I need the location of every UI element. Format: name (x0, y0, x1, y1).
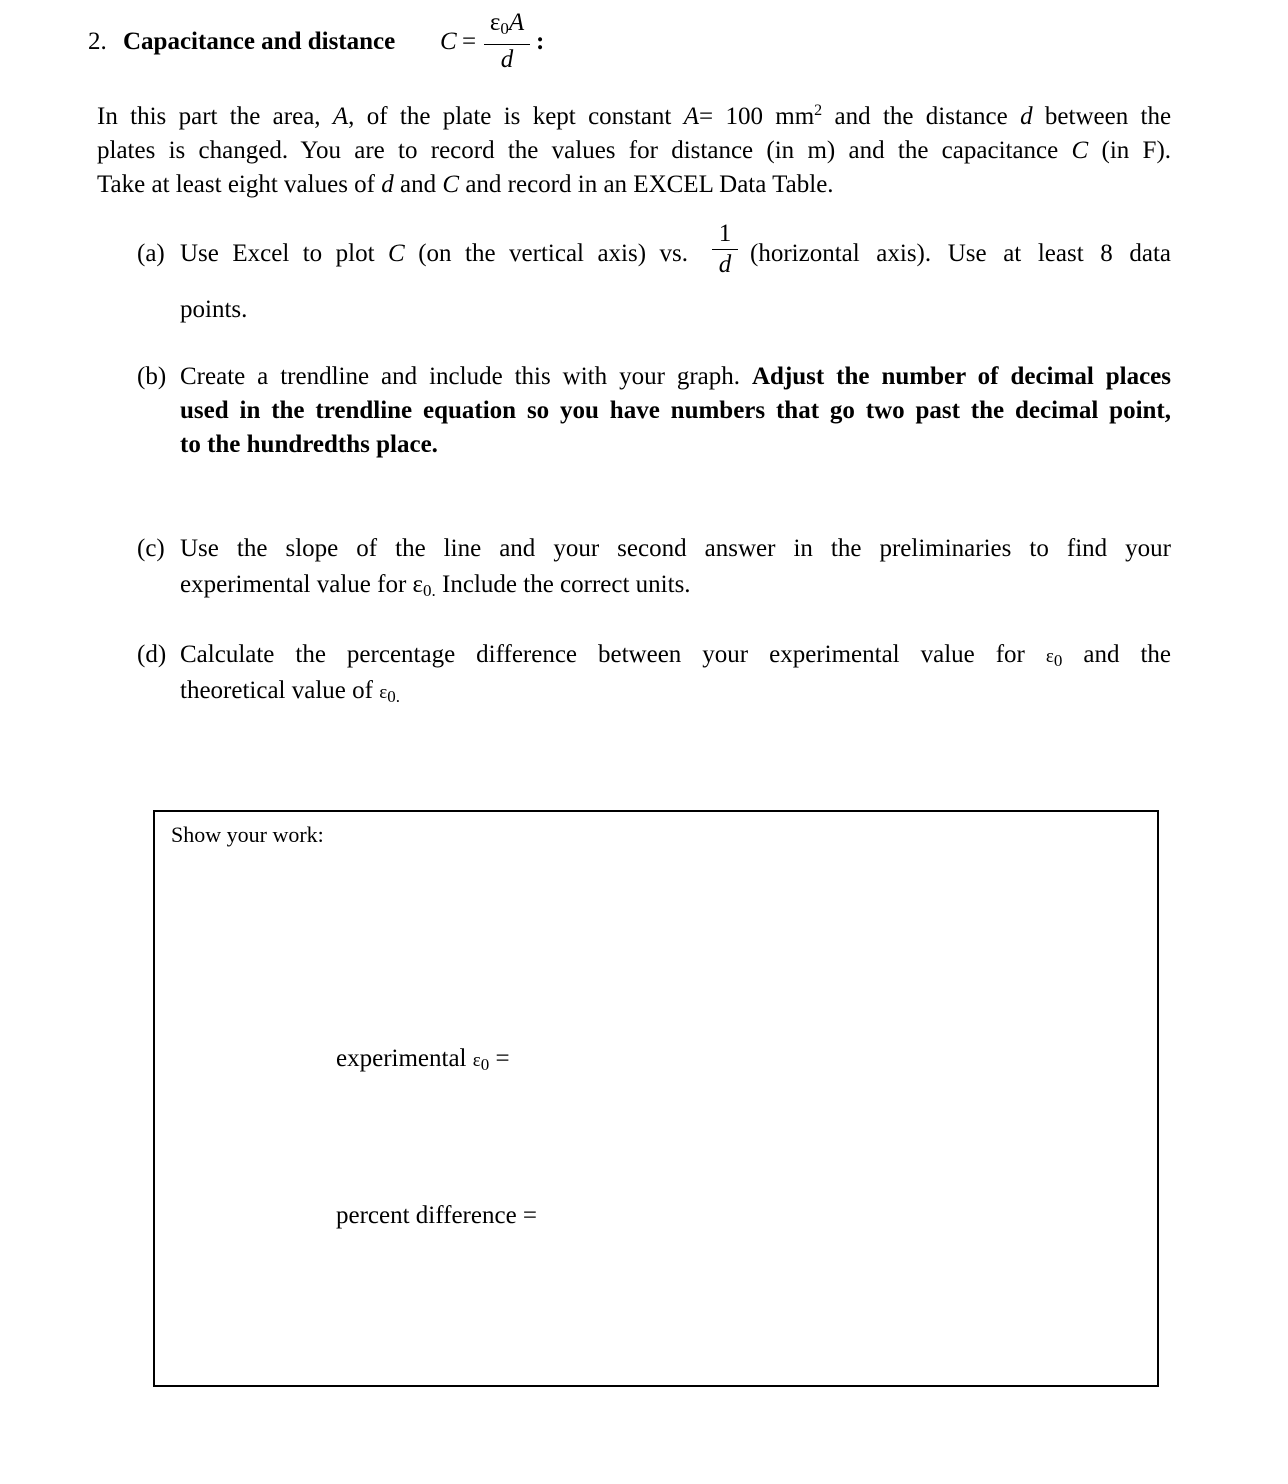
intro-line-1: In this part the area, A, of the plate is kept constant A= 100 $mm^2$ and the distance d between the (97, 102, 1172, 130)
part-b-line-1: Create a trendline and include this with your graph. Adjust the number of decimal places (180, 363, 1171, 390)
part-a-label: (a) (137, 240, 165, 267)
formula-numerator: ε0A (489, 9, 525, 38)
part-c-label: (c) (137, 535, 165, 562)
part-a-line-1-right: (horizontal axis). Use at least 8 data (750, 240, 1171, 267)
heading-colon: : (536, 28, 545, 55)
formula-lhs: C (440, 28, 457, 55)
part-d-line-1: Calculate the percentage difference between your experimental value for ε0 and the (180, 641, 1172, 670)
part-d-label: (d) (137, 641, 167, 668)
part-a-line-2: points. (180, 296, 248, 323)
part-a-fraction: 1 d (712, 219, 738, 280)
formula-equals: = (462, 28, 477, 55)
part-b-label: (b) (137, 363, 167, 390)
percent-difference-prompt: percent difference = (336, 1202, 538, 1229)
intro-line-3: Take at least eight values of d and C and record in an EXCEL Data Table. (97, 171, 834, 198)
part-d-line-2: theoretical value of ε0. (180, 677, 400, 706)
question-number: 2. (88, 28, 107, 55)
part-a-line-1-left: Use Excel to plot C (on the vertical axis) vs. (180, 240, 689, 267)
formula-denominator: d (500, 46, 514, 73)
part-b-line-2: used in the trendline equation so you have numbers that go two past the decimal point, (180, 397, 1171, 424)
formula-fraction (484, 8, 530, 75)
question-title: Capacitance and distance (123, 28, 396, 55)
experimental-eps0-prompt: experimental ε0 = (336, 1045, 510, 1074)
show-work-label: Show your work: (171, 822, 324, 847)
intro-line-2: plates is changed. You are to record the values for distance (in m) and the capacitance C (in F). (97, 137, 1172, 164)
show-work-box[interactable] (153, 810, 1159, 1387)
part-c-line-2: experimental value for ε0. Include the correct units. (180, 571, 691, 600)
part-b-line-3: to the hundredths place. (180, 431, 438, 458)
part-c-line-1: Use the slope of the line and your second answer in the preliminaries to find your (180, 535, 1171, 562)
question-heading (88, 25, 395, 59)
